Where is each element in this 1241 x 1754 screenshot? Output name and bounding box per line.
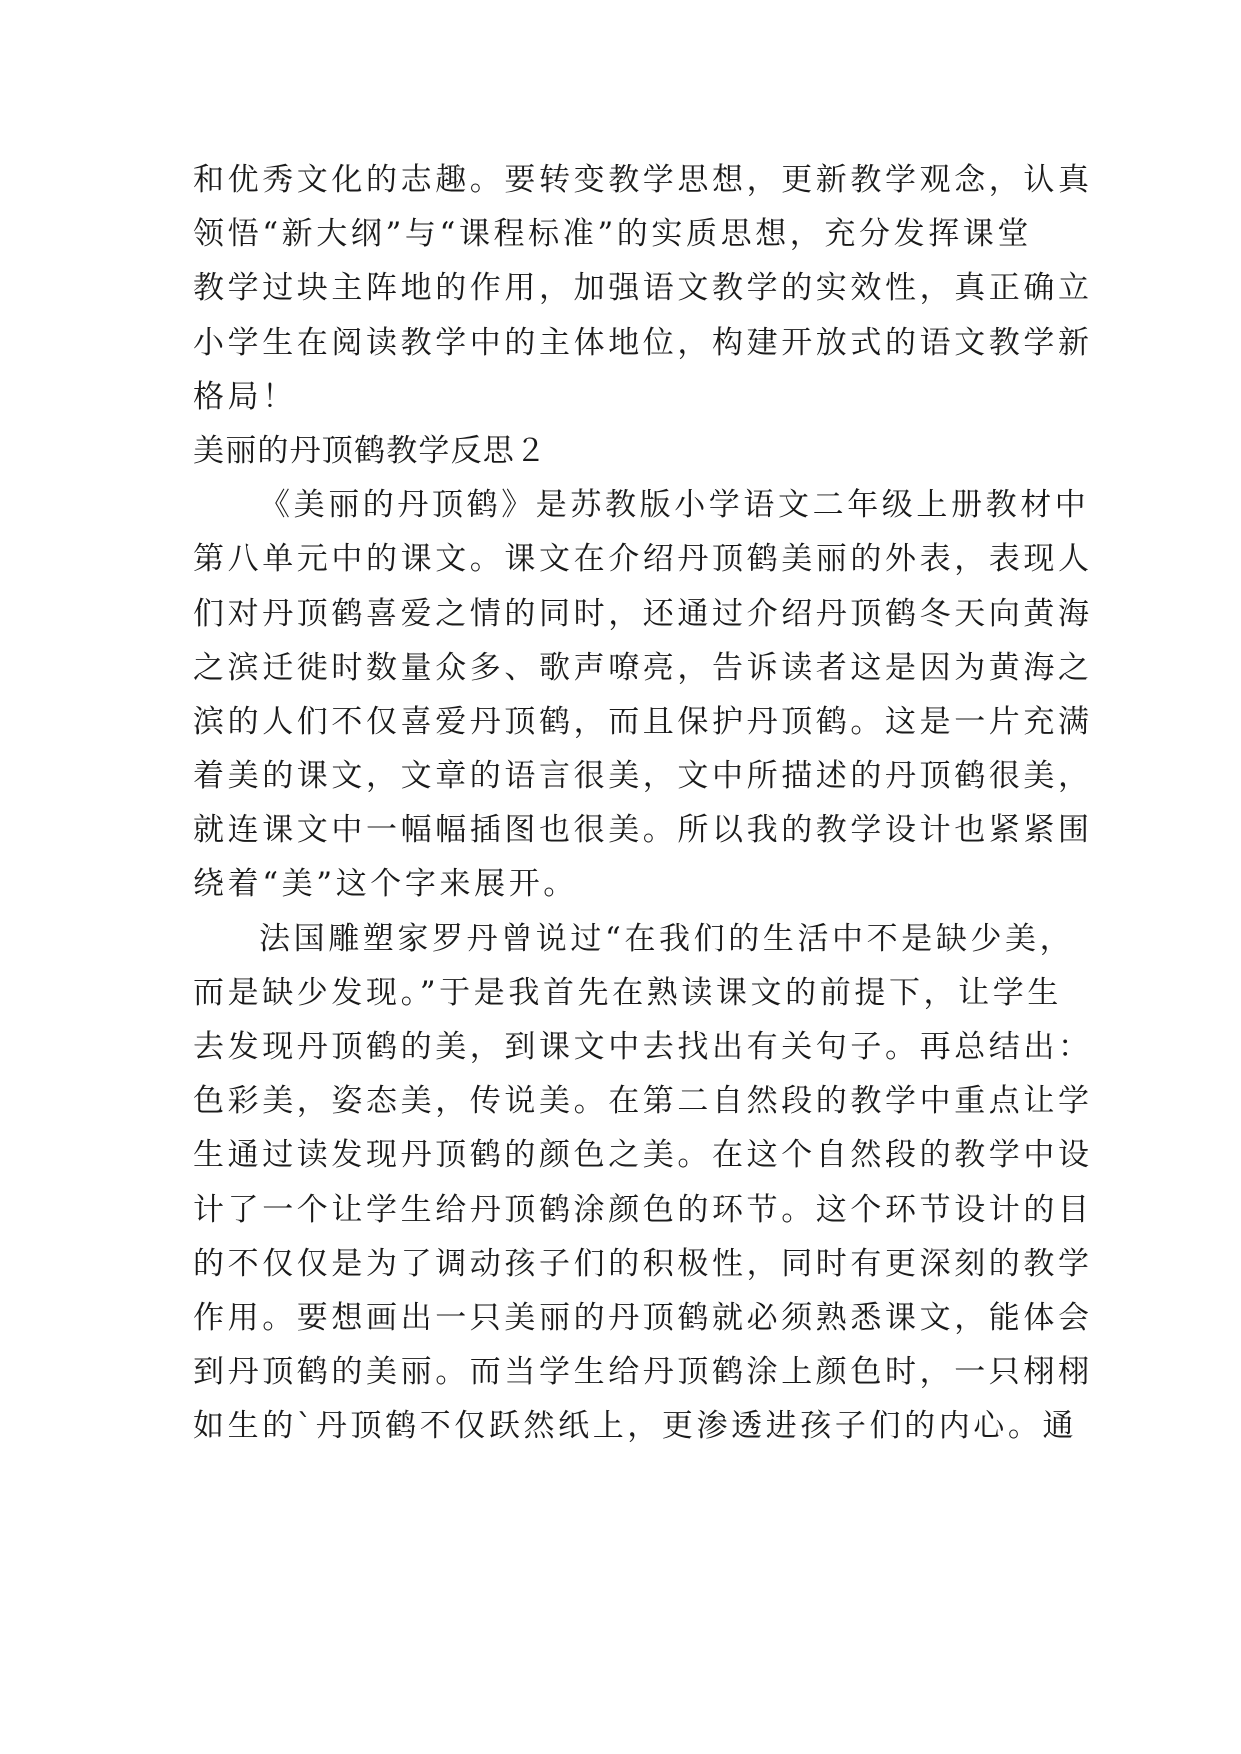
- text-line: 小学生在阅读教学中的主体地位，构建开放式的语文教学新: [193, 324, 1093, 361]
- text-line: 绕着“美”这个字来展开。: [193, 866, 578, 903]
- text-line: 而是缺少发现。”于是我首先在熟读课文的前提下，让学生: [193, 974, 1062, 1011]
- text-line: 格局！: [193, 378, 297, 415]
- text-line: 的不仅仅是为了调动孩子们的积极性，同时有更深刻的教学: [193, 1245, 1093, 1282]
- text-line: 之滨迁徙时数量众多、歌声嘹亮，告诉读者这是因为黄海之: [193, 649, 1093, 686]
- text-line: 作用。要想画出一只美丽的丹顶鹤就必须熟悉课文，能体会: [193, 1299, 1093, 1336]
- text-line: 第八单元中的课文。课文在介绍丹顶鹤美丽的外表，表现人: [193, 541, 1093, 578]
- text-line: 和优秀文化的志趣。要转变教学思想，更新教学观念，认真: [193, 162, 1093, 198]
- text-line: 教学过块主阵地的作用，加强语文教学的实效性，真正确立: [193, 270, 1093, 307]
- text-line: 滨的人们不仅喜爱丹顶鹤，而且保护丹顶鹤。这是一片充满: [193, 703, 1093, 740]
- section-title: 美丽的丹顶鹤教学反思２: [193, 432, 548, 469]
- document-body: [193, 153, 1093, 1454]
- text-line: 计了一个让学生给丹顶鹤涂颜色的环节。这个环节设计的目: [193, 1191, 1093, 1228]
- paragraph-first-line: 法国雕塑家罗丹曾说过“在我们的生活中不是缺少美，: [259, 920, 1075, 957]
- text-line: 去发现丹顶鹤的美，到课文中去找出有关句子。再总结出：: [193, 1029, 1093, 1065]
- text-line: 着美的课文，文章的语言很美，文中所描述的丹顶鹤很美，: [193, 758, 1093, 795]
- text-line: 就连课文中一幅幅插图也很美。所以我的教学设计也紧紧围: [193, 812, 1093, 849]
- text-line: 如生的`丹顶鹤不仅跃然纸上，更渗透进孩子们的内心。通: [193, 1408, 1078, 1445]
- text-line: 色彩美，姿态美，传说美。在第二自然段的教学中重点让学: [193, 1083, 1093, 1120]
- text-line: 们对丹顶鹤喜爱之情的同时，还通过介绍丹顶鹤冬天向黄海: [193, 595, 1093, 632]
- text-line: 生通过读发现丹顶鹤的颜色之美。在这个自然段的教学中设: [193, 1137, 1093, 1174]
- text-line: 领悟“新大纲”与“课程标准”的实质思想，充分发挥课堂: [193, 216, 1032, 253]
- paragraph-first-line: 《美丽的丹顶鹤》是苏教版小学语文二年级上册教材中: [259, 487, 1090, 524]
- text-line: 到丹顶鹤的美丽。而当学生给丹顶鹤涂上颜色时，一只栩栩: [193, 1354, 1093, 1391]
